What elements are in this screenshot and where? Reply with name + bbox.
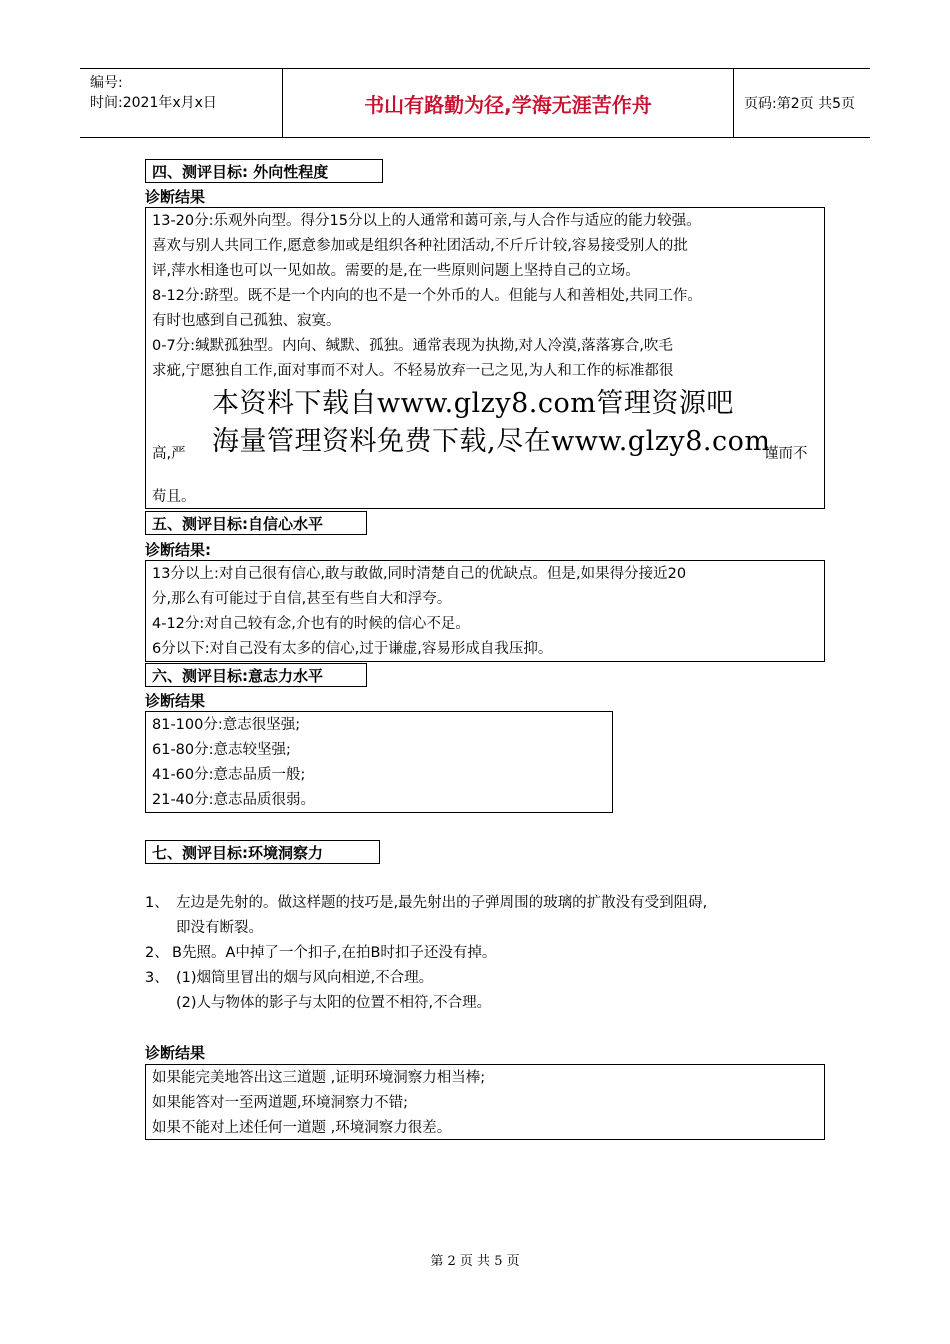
section4-tail-last: 苟且。 (152, 489, 196, 505)
section7-title: 七、测评目标:环境洞察力 (145, 840, 380, 864)
section7-line: 如果能完美地答出这三道题 ,证明环境洞察力相当棒; (152, 1070, 486, 1086)
answer-1-text: 左边是先射的。做这样题的技巧是,最先射出的子弹周围的玻璃的扩散没有受到阻碍, (176, 895, 708, 911)
section4-line: 喜欢与别人共同工作,愿意参加或是组织各种社团活动,不斤斤计较,容易接受别人的批 (152, 238, 688, 254)
section4-result-box (145, 207, 825, 509)
section4-line: 求疵,宁愿独自工作,面对事而不对人。不轻易放弃一己之见,为人和工作的标准都很 (152, 363, 674, 379)
header-motto: 书山有路勤为径,学海无涯苦作舟 (282, 69, 734, 137)
section5-line: 分,那么有可能过于自信,甚至有些自大和浮夸。 (152, 591, 452, 607)
section4-line: 8-12分:跻型。既不是一个内向的也不是一个外币的人。但能与人和善相处,共同工作。 (152, 288, 702, 304)
header-page-info: 页码:第2页 共5页 (744, 96, 855, 112)
section4-line: 评,萍水相逢也可以一见如故。需要的是,在一些原则问题上坚持自己的立场。 (152, 263, 640, 279)
section7-diag-label: 诊断结果 (145, 1044, 206, 1062)
section4-tail-left: 高,严 (152, 446, 186, 462)
watermark-line-2: 海量管理资料免费下载,尽在www.glzy8.com (212, 426, 771, 457)
answer-2-text: B先照。A中掉了一个扣子,在拍B时扣子还没有掉。 (172, 945, 497, 961)
section6-diag-label: 诊断结果 (145, 692, 206, 710)
section5-line: 4-12分:对自己较有念,介也有的时候的信心不足。 (152, 616, 470, 632)
section5-line: 6分以下:对自己没有太多的信心,过于谦虚,容易形成自我压抑。 (152, 641, 553, 657)
header-time: 时间:2021年x月x日 (90, 95, 217, 111)
section4-title: 四、测评目标: 外向性程度 (145, 159, 383, 183)
section4-line: 0-7分:缄默孤独型。内向、缄默、孤独。通常表现为执拗,对人冷漠,落落寡合,吹毛 (152, 338, 673, 354)
section6-title: 六、测评目标:意志力水平 (145, 663, 367, 687)
answer-3-text: (1)烟筒里冒出的烟与风向相逆,不合理。 (176, 970, 434, 986)
answer-3-cont: (2)人与物体的影子与太阳的位置不相符,不合理。 (176, 995, 492, 1011)
answer-1-num: 1、 (145, 895, 169, 911)
watermark-line-1: 本资料下载自www.glzy8.com管理资源吧 (212, 388, 734, 419)
section6-result-box (145, 711, 613, 813)
section4-line: 有时也感到自己孤独、寂寞。 (152, 313, 341, 329)
section5-result-box (145, 560, 825, 662)
header-number: 编号: (90, 75, 123, 91)
section4-diag-label: 诊断结果 (145, 188, 206, 206)
section7-line: 如果不能对上述任何一道题 ,环境洞察力很差。 (152, 1120, 452, 1136)
section6-line: 81-100分:意志很坚强; (152, 717, 301, 733)
section6-line: 41-60分:意志品质一般; (152, 767, 306, 783)
section4-line: 13-20分:乐观外向型。得分15分以上的人通常和蔼可亲,与人合作与适应的能力较强。 (152, 213, 701, 229)
section7-line: 如果能答对一至两道题,环境洞察力不错; (152, 1095, 408, 1111)
section4-tail-right: 谨而不 (764, 446, 808, 462)
page-header (80, 68, 870, 138)
header-meta (80, 69, 282, 137)
answer-2-num: 2、 (145, 945, 169, 961)
section6-line: 61-80分:意志较坚强; (152, 742, 291, 758)
page-footer: 第 2 页 共 5 页 (430, 1254, 520, 1269)
section5-line: 13分以上:对自己很有信心,敢与敢做,同时清楚自己的优缺点。但是,如果得分接近20 (152, 566, 687, 582)
section5-title: 五、测评目标:自信心水平 (145, 511, 367, 535)
answer-1-cont: 即没有断裂。 (176, 920, 263, 936)
section5-diag-label: 诊断结果: (145, 541, 211, 559)
section6-line: 21-40分:意志品质很弱。 (152, 792, 316, 808)
section7-result-box (145, 1064, 825, 1140)
answer-3-num: 3、 (145, 970, 169, 986)
